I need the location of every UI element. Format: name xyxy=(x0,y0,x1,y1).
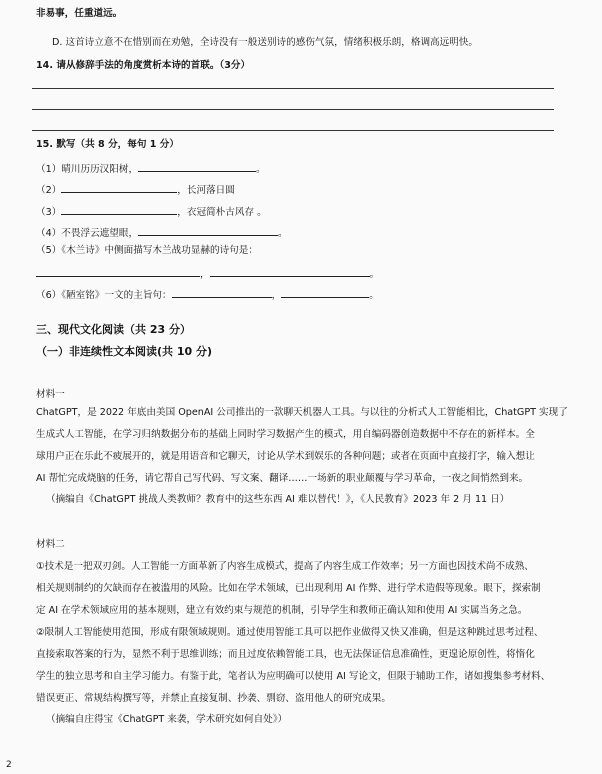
material-2-source: （摘编自庄得宝《ChatGPT 来袭，学术研究如何自处》） xyxy=(46,714,288,725)
item-prefix: （1）晴川历历汉阳树， xyxy=(36,164,139,175)
option-d: D. 这首诗立意不在惜别而在劝勉，全诗没有一般送别诗的感伤气氛，情绪积极乐朗，格调高远明快。 xyxy=(52,37,479,48)
blank-field[interactable] xyxy=(138,225,278,236)
paragraph-line: 球用户正在乐此不疲展开的，就是用语音和它聊天，讨论从学术到娱乐的各种问题；或者在页面中直接打字，输入想让 xyxy=(36,451,535,462)
answer-line xyxy=(32,109,554,110)
answer-line xyxy=(32,130,554,131)
blank-field[interactable] xyxy=(172,287,272,298)
text-line: 非易事，任重道远。 xyxy=(36,8,123,19)
blank-field[interactable] xyxy=(61,182,177,193)
item-suffix: 。 xyxy=(278,228,288,239)
paragraph-line: 生成式人工智能，在学习归纳数据分布的基础上同时学习数据产生的模式，用自编码器创造数据中不存在的新样本。全 xyxy=(36,429,535,440)
item-prefix: （6）《陋室铭》一文的主旨句： xyxy=(36,290,172,301)
item-prefix: （4）不畏浮云遮望眼， xyxy=(36,228,139,239)
item-mid: ， xyxy=(200,269,210,280)
paragraph-line: 直接索取答案的行为，显然不利于思维训练；而且过度依赖智能工具，也无法保证信息准确性，更遑论原创性，将惰化 xyxy=(36,649,535,660)
paragraph-line: ①技术是一把双刃剑。人工智能一方面革新了内容生成模式，提高了内容生成工作效率；另一方面也因技术尚不成熟、 xyxy=(36,561,534,572)
blank-field[interactable] xyxy=(61,204,177,215)
paragraph-line: ②限制人工智能使用范围，形成有限领域规则。通过使用智能工具可以把作业做得又快又准确，但是这种跳过思考过程、 xyxy=(36,627,544,638)
item-prefix: （3） xyxy=(36,207,62,218)
material-1-label: 材料一 xyxy=(36,389,65,400)
blank-field[interactable] xyxy=(36,266,200,277)
item-suffix: ，长河落日圆 xyxy=(177,185,235,196)
item-suffix: 。 xyxy=(256,164,266,175)
blank-field[interactable] xyxy=(210,266,370,277)
paragraph-line: 学生的独立思考和自主学习能力。有鉴于此，笔者认为应明确可以使用 AI 写论文，但限于辅助工作，诸如搜集参考材料、 xyxy=(36,671,551,682)
dictation-item-1 xyxy=(36,161,266,176)
dictation-item-5: （5）《木兰诗》中侧面描写木兰战功显赫的诗句是： xyxy=(36,245,258,256)
paragraph-line: ChatGPT，是 2022 年底由美国 OpenAI 公司推出的一款聊天机器人工具。与以往的分析式人工智能相比，ChatGPT 实现了 xyxy=(36,407,568,418)
dictation-item-4 xyxy=(36,225,288,240)
answer-line xyxy=(32,88,554,89)
paragraph-line: AI 帮忙完成烧脑的任务，请它帮自己写代码、写文案、翻译……一场新的职业颠覆与学习革命，一夜之间悄然到来。 xyxy=(36,473,529,484)
paragraph-line: 定 AI 在学术领域应用的基本规则，建立有效约束与规范的机制，引导学生和教师正确认知和使用 AI 实属当务之急。 xyxy=(36,605,528,616)
item-prefix: （2） xyxy=(36,185,62,196)
question-14: 14. 请从修辞手法的角度赏析本诗的首联。（3分） xyxy=(36,60,251,71)
section-subtitle: （一）非连续性文本阅读(共 10 分) xyxy=(36,345,213,358)
blank-field[interactable] xyxy=(281,287,369,298)
question-15-title: 15. 默写（共 8 分，每句 1 分） xyxy=(36,139,179,150)
material-2-label: 材料二 xyxy=(36,539,65,550)
dictation-item-5-answer xyxy=(36,266,379,281)
item-suffix: 。 xyxy=(369,269,380,280)
item-suffix: 。 xyxy=(369,290,379,301)
item-suffix: ，衣冠简朴古风存 。 xyxy=(177,207,267,218)
paragraph-line: 相关规则制约的欠缺而存在被滥用的风险。比如在学术领域，已出现利用 AI 作弊、进行学术造假等现象。眼下，探索制 xyxy=(36,583,541,594)
section-title: 三、现代文化阅读（共 23 分） xyxy=(36,323,191,336)
dictation-item-3 xyxy=(36,204,267,219)
item-mid: ， xyxy=(271,290,282,301)
dictation-item-2 xyxy=(36,182,235,197)
page-number: 2 xyxy=(6,760,12,770)
material-1-source: （摘编自《ChatGPT 挑战人类教师？教育中的这些东西 AI 难以替代！》，《人民教育》2023 年 2 月 11 日） xyxy=(46,494,510,505)
dictation-item-6 xyxy=(36,287,379,302)
blank-field[interactable] xyxy=(138,161,256,172)
paragraph-line: 错误更正、常规结构撰写等，并禁止直接复制、抄袭、剽窃、盗用他人的研究成果。 xyxy=(36,693,391,704)
